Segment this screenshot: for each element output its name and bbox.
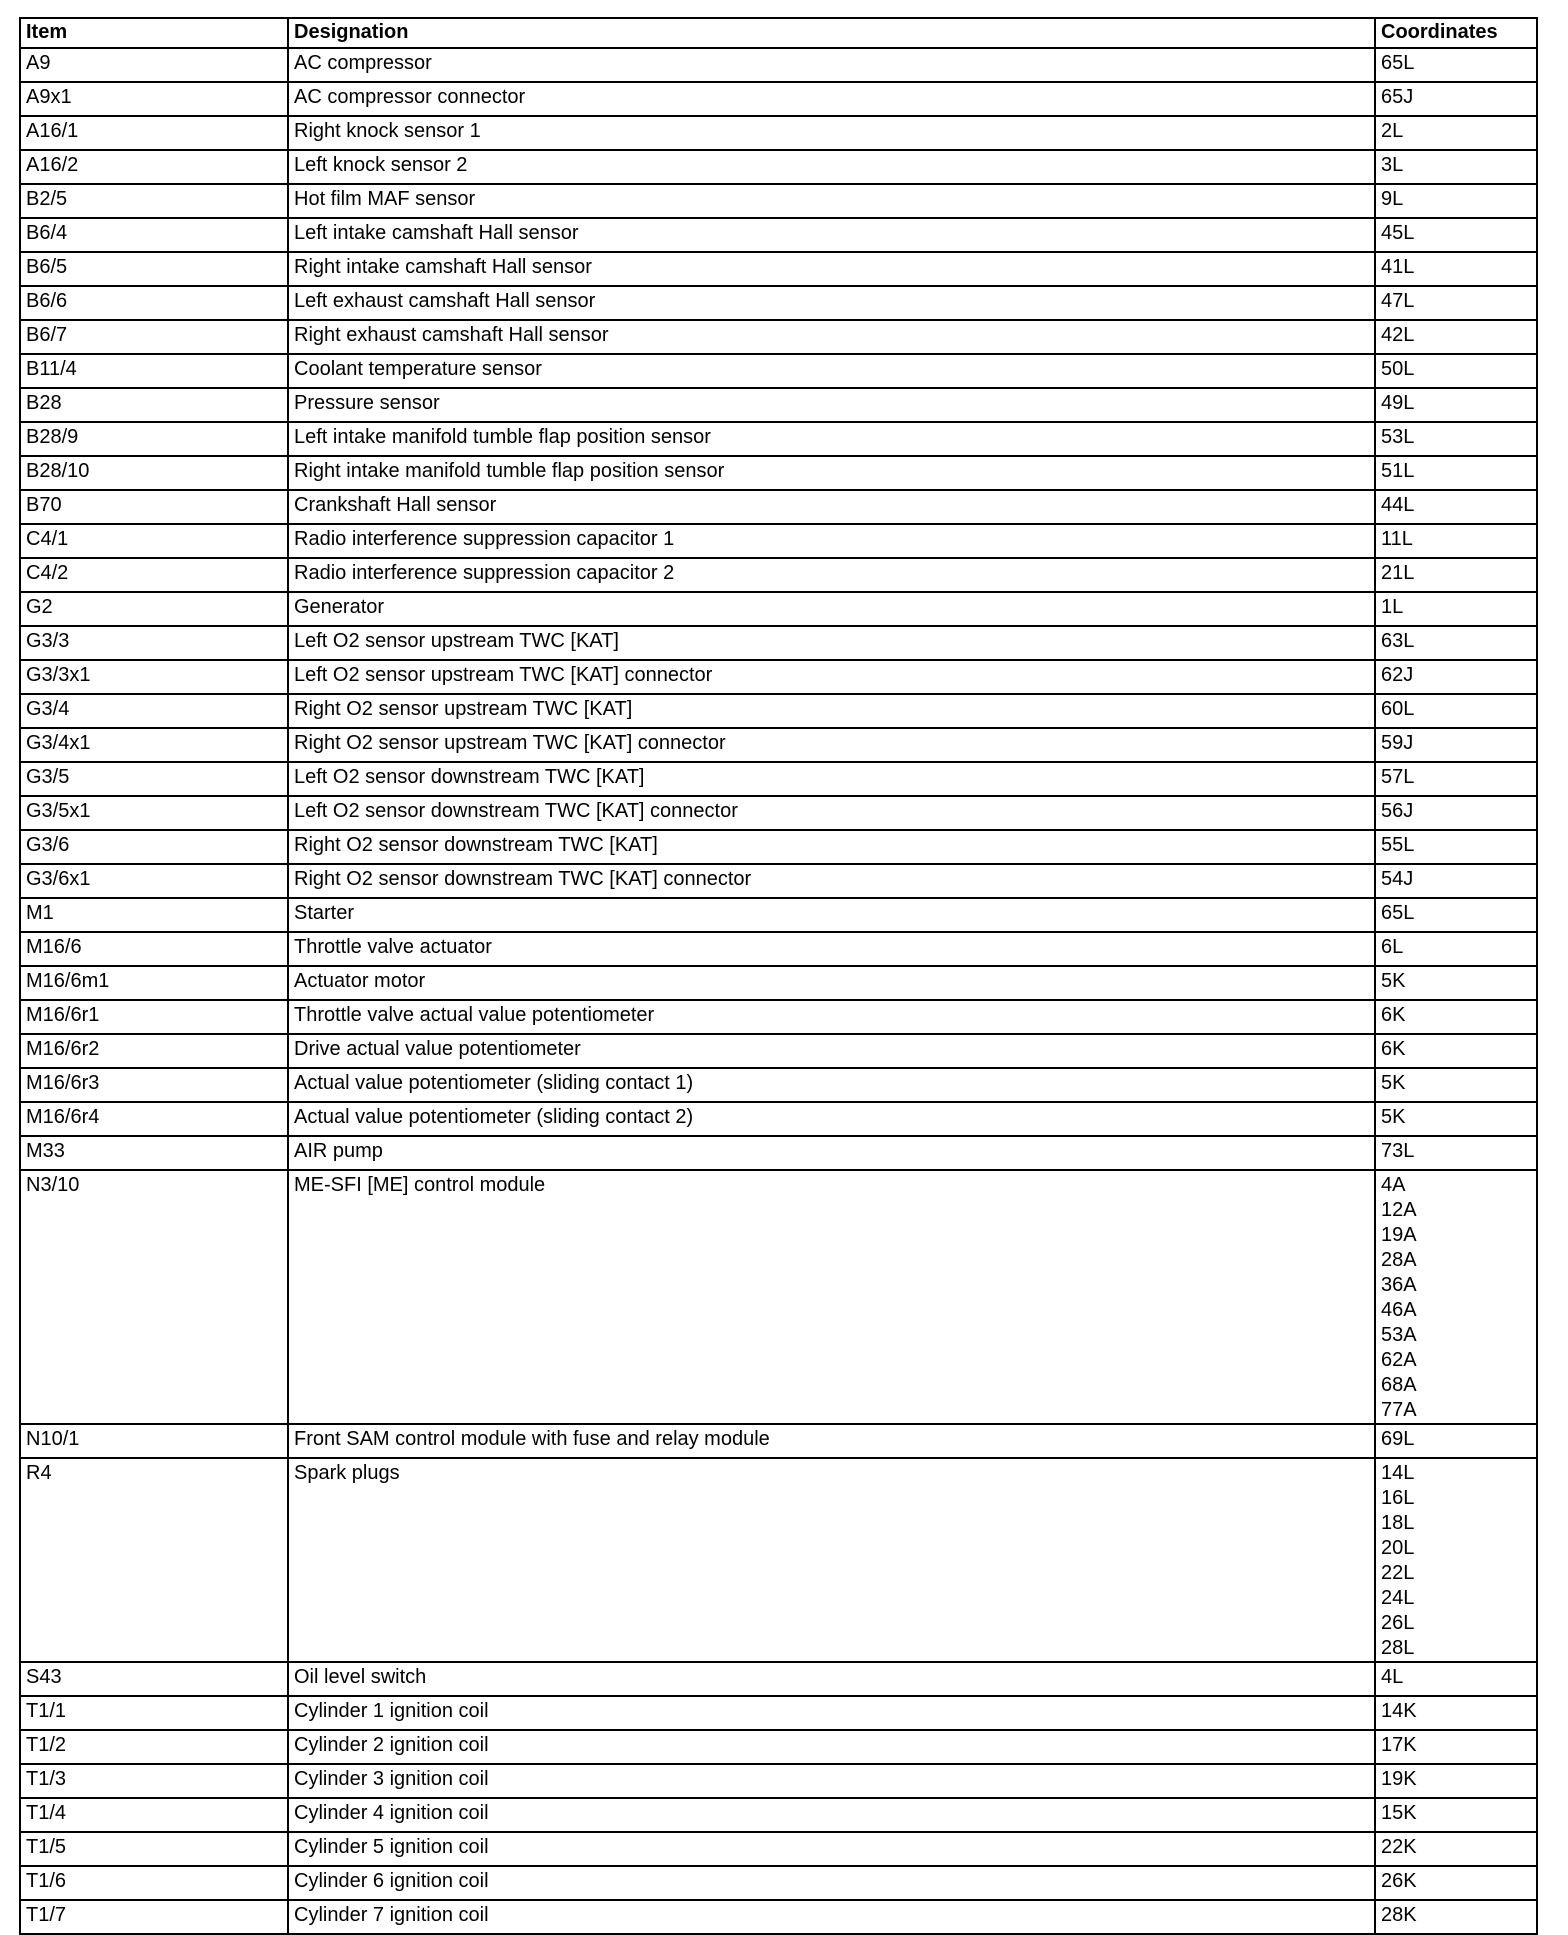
designation-cell: Oil level switch — [288, 1662, 1375, 1696]
designation-cell: Left O2 sensor upstream TWC [KAT] connector — [288, 660, 1375, 694]
table-row — [20, 932, 1537, 966]
coordinates-cell — [1375, 932, 1537, 966]
coordinates-cell — [1375, 422, 1537, 456]
designation-cell: Left exhaust camshaft Hall sensor — [288, 286, 1375, 320]
designation-cell: Left knock sensor 2 — [288, 150, 1375, 184]
coordinates-cell — [1375, 1764, 1537, 1798]
designation-cell: AIR pump — [288, 1136, 1375, 1170]
designation-cell: Generator — [288, 592, 1375, 626]
item-cell: B28 — [20, 388, 288, 422]
coordinates-cell — [1375, 184, 1537, 218]
table-row — [20, 1696, 1537, 1730]
item-cell: M16/6r4 — [20, 1102, 288, 1136]
coordinates-cell — [1375, 1458, 1537, 1662]
table-row — [20, 1662, 1537, 1696]
coordinates-cell — [1375, 1798, 1537, 1832]
coordinate-value: 15K — [1381, 1802, 1417, 1824]
item-cell: C4/1 — [20, 524, 288, 558]
coordinates-cell — [1375, 1102, 1537, 1136]
designation-cell: Cylinder 6 ignition coil — [288, 1866, 1375, 1900]
coordinates-cell — [1375, 354, 1537, 388]
coordinate-value: 26L — [1381, 1612, 1415, 1634]
coordinates-cell — [1375, 966, 1537, 1000]
item-cell: G3/3x1 — [20, 660, 288, 694]
item-cell: G3/4 — [20, 694, 288, 728]
coordinates-cell — [1375, 694, 1537, 728]
table-row — [20, 1000, 1537, 1034]
coordinates-cell — [1375, 762, 1537, 796]
coordinate-value: 55L — [1381, 834, 1415, 856]
coordinate-value: 51L — [1381, 460, 1415, 482]
coordinates-cell — [1375, 1696, 1537, 1730]
item-cell: A9x1 — [20, 82, 288, 116]
coordinates-cell — [1375, 82, 1537, 116]
item-cell: T1/4 — [20, 1798, 288, 1832]
table-row — [20, 524, 1537, 558]
table-row — [20, 1102, 1537, 1136]
coordinates-cell — [1375, 1662, 1537, 1696]
item-cell: T1/5 — [20, 1832, 288, 1866]
coordinate-value: 45L — [1381, 222, 1415, 244]
designation-cell: Right O2 sensor upstream TWC [KAT] — [288, 694, 1375, 728]
coordinates-cell — [1375, 796, 1537, 830]
coordinates-cell — [1375, 218, 1537, 252]
designation-cell: Pressure sensor — [288, 388, 1375, 422]
item-cell: T1/6 — [20, 1866, 288, 1900]
coordinates-cell — [1375, 830, 1537, 864]
item-cell: B2/5 — [20, 184, 288, 218]
coordinate-value: 53A — [1381, 1324, 1417, 1346]
item-cell: T1/7 — [20, 1900, 288, 1934]
coordinate-value: 26K — [1381, 1870, 1417, 1892]
table-row — [20, 82, 1537, 116]
item-cell: B6/7 — [20, 320, 288, 354]
item-cell: G3/6x1 — [20, 864, 288, 898]
designation-cell: Cylinder 5 ignition coil — [288, 1832, 1375, 1866]
item-cell: A16/1 — [20, 116, 288, 150]
coordinates-cell — [1375, 524, 1537, 558]
table-row — [20, 864, 1537, 898]
coordinate-value: 18L — [1381, 1512, 1415, 1534]
coordinate-value: 41L — [1381, 256, 1415, 278]
table-row — [20, 762, 1537, 796]
table-row — [20, 1034, 1537, 1068]
coordinate-value: 24L — [1381, 1587, 1415, 1609]
coordinates-cell — [1375, 1866, 1537, 1900]
designation-cell: Crankshaft Hall sensor — [288, 490, 1375, 524]
coordinate-value: 46A — [1381, 1299, 1417, 1321]
designation-cell: Throttle valve actual value potentiometer — [288, 1000, 1375, 1034]
table-row — [20, 1424, 1537, 1458]
coordinate-value: 12A — [1381, 1199, 1417, 1221]
header-item: Item — [20, 18, 288, 48]
item-cell: T1/3 — [20, 1764, 288, 1798]
header-row — [20, 18, 1537, 48]
coordinate-value: 2L — [1381, 120, 1404, 142]
table-row — [20, 354, 1537, 388]
coordinate-value: 4L — [1381, 1666, 1404, 1688]
coordinate-value: 28K — [1381, 1904, 1417, 1926]
coordinate-value: 68A — [1381, 1374, 1417, 1396]
item-cell: R4 — [20, 1458, 288, 1662]
coordinates-cell — [1375, 728, 1537, 762]
item-cell: T1/2 — [20, 1730, 288, 1764]
designation-cell: Actuator motor — [288, 966, 1375, 1000]
component-legend-table — [19, 17, 1538, 1935]
table-row — [20, 1832, 1537, 1866]
item-cell: M33 — [20, 1136, 288, 1170]
coordinates-cell — [1375, 150, 1537, 184]
coordinate-value: 60L — [1381, 698, 1415, 720]
item-cell: G3/3 — [20, 626, 288, 660]
designation-cell: Actual value potentiometer (sliding contact 2) — [288, 1102, 1375, 1136]
designation-cell: Right O2 sensor upstream TWC [KAT] connector — [288, 728, 1375, 762]
table-row — [20, 1798, 1537, 1832]
designation-cell: Right O2 sensor downstream TWC [KAT] connector — [288, 864, 1375, 898]
coordinates-cell — [1375, 320, 1537, 354]
item-cell: M16/6r2 — [20, 1034, 288, 1068]
table-row — [20, 898, 1537, 932]
designation-cell: Radio interference suppression capacitor 1 — [288, 524, 1375, 558]
designation-cell: Left O2 sensor downstream TWC [KAT] — [288, 762, 1375, 796]
coordinate-value: 3L — [1381, 154, 1404, 176]
coordinates-cell — [1375, 286, 1537, 320]
table-row — [20, 320, 1537, 354]
designation-cell: Starter — [288, 898, 1375, 932]
coordinate-value: 14L — [1381, 1462, 1415, 1484]
coordinate-value: 56J — [1381, 800, 1414, 822]
table-row — [20, 1170, 1537, 1424]
coordinates-cell — [1375, 1136, 1537, 1170]
coordinate-value: 6K — [1381, 1004, 1406, 1026]
table-row — [20, 660, 1537, 694]
coordinate-value: 6L — [1381, 936, 1404, 958]
item-cell: B6/4 — [20, 218, 288, 252]
coordinates-cell — [1375, 456, 1537, 490]
designation-cell: AC compressor connector — [288, 82, 1375, 116]
coordinate-value: 1L — [1381, 596, 1404, 618]
item-cell: T1/1 — [20, 1696, 288, 1730]
coordinate-value: 53L — [1381, 426, 1415, 448]
coordinate-value: 5K — [1381, 1072, 1406, 1094]
table-row — [20, 728, 1537, 762]
table-row — [20, 116, 1537, 150]
item-cell: G3/5 — [20, 762, 288, 796]
item-cell: N10/1 — [20, 1424, 288, 1458]
coordinate-value: 5K — [1381, 970, 1406, 992]
designation-cell: Right knock sensor 1 — [288, 116, 1375, 150]
item-cell: B6/5 — [20, 252, 288, 286]
coordinate-value: 22L — [1381, 1562, 1415, 1584]
table-row — [20, 1458, 1537, 1662]
coordinate-value: 16L — [1381, 1487, 1415, 1509]
designation-cell: Radio interference suppression capacitor 2 — [288, 558, 1375, 592]
designation-cell: Coolant temperature sensor — [288, 354, 1375, 388]
coordinate-value: 20L — [1381, 1537, 1415, 1559]
table-row — [20, 286, 1537, 320]
table-row — [20, 558, 1537, 592]
table-row — [20, 1764, 1537, 1798]
coordinate-value: 28L — [1381, 1637, 1415, 1659]
coordinates-cell — [1375, 1034, 1537, 1068]
designation-cell: Cylinder 4 ignition coil — [288, 1798, 1375, 1832]
coordinates-cell — [1375, 1170, 1537, 1424]
table-row — [20, 1136, 1537, 1170]
coordinate-value: 62J — [1381, 664, 1414, 686]
coordinates-cell — [1375, 48, 1537, 82]
coordinate-value: 5K — [1381, 1106, 1406, 1128]
item-cell: G2 — [20, 592, 288, 626]
coordinate-value: 59J — [1381, 732, 1414, 754]
coordinate-value: 6K — [1381, 1038, 1406, 1060]
coordinates-cell — [1375, 388, 1537, 422]
designation-cell: Hot film MAF sensor — [288, 184, 1375, 218]
designation-cell: Right exhaust camshaft Hall sensor — [288, 320, 1375, 354]
coordinates-cell — [1375, 252, 1537, 286]
coordinate-value: 22K — [1381, 1836, 1417, 1858]
coordinates-cell — [1375, 898, 1537, 932]
designation-cell: Right intake camshaft Hall sensor — [288, 252, 1375, 286]
coordinate-value: 11L — [1381, 528, 1413, 550]
item-cell: M16/6r1 — [20, 1000, 288, 1034]
designation-cell: Drive actual value potentiometer — [288, 1034, 1375, 1068]
table-row — [20, 218, 1537, 252]
table-row — [20, 626, 1537, 660]
item-cell: A16/2 — [20, 150, 288, 184]
designation-cell: Spark plugs — [288, 1458, 1375, 1662]
designation-cell: Left intake camshaft Hall sensor — [288, 218, 1375, 252]
item-cell: S43 — [20, 1662, 288, 1696]
designation-cell: Front SAM control module with fuse and relay module — [288, 1424, 1375, 1458]
table-row — [20, 48, 1537, 82]
table-row — [20, 694, 1537, 728]
coordinate-value: 19K — [1381, 1768, 1417, 1790]
coordinate-value: 49L — [1381, 392, 1415, 414]
coordinate-value: 50L — [1381, 358, 1415, 380]
item-cell: G3/4x1 — [20, 728, 288, 762]
coordinate-value: 19A — [1381, 1224, 1417, 1246]
designation-cell: Left O2 sensor upstream TWC [KAT] — [288, 626, 1375, 660]
item-cell: B28/10 — [20, 456, 288, 490]
coordinates-cell — [1375, 1730, 1537, 1764]
designation-cell: Left O2 sensor downstream TWC [KAT] connector — [288, 796, 1375, 830]
designation-cell: Right O2 sensor downstream TWC [KAT] — [288, 830, 1375, 864]
item-cell: M16/6r3 — [20, 1068, 288, 1102]
table-row — [20, 490, 1537, 524]
table-row — [20, 422, 1537, 456]
coordinate-value: 44L — [1381, 494, 1415, 516]
designation-cell: Cylinder 1 ignition coil — [288, 1696, 1375, 1730]
coordinate-value: 21L — [1381, 562, 1415, 584]
item-cell: N3/10 — [20, 1170, 288, 1424]
designation-cell: ME-SFI [ME] control module — [288, 1170, 1375, 1424]
item-cell: B70 — [20, 490, 288, 524]
coordinate-value: 77A — [1381, 1399, 1417, 1421]
coordinate-value: 47L — [1381, 290, 1415, 312]
table-row — [20, 388, 1537, 422]
header-coordinates: Coordinates — [1375, 18, 1537, 48]
coordinates-cell — [1375, 1900, 1537, 1934]
designation-cell: Right intake manifold tumble flap position sensor — [288, 456, 1375, 490]
table-row — [20, 966, 1537, 1000]
designation-cell: Left intake manifold tumble flap position sensor — [288, 422, 1375, 456]
coordinates-cell — [1375, 592, 1537, 626]
header-designation: Designation — [288, 18, 1375, 48]
item-cell: C4/2 — [20, 558, 288, 592]
table-row — [20, 456, 1537, 490]
coordinate-value: 63L — [1381, 630, 1415, 652]
coordinate-value: 73L — [1381, 1140, 1415, 1162]
coordinate-value: 69L — [1381, 1428, 1415, 1450]
designation-cell: Cylinder 2 ignition coil — [288, 1730, 1375, 1764]
item-cell: B6/6 — [20, 286, 288, 320]
table-row — [20, 252, 1537, 286]
designation-cell: Actual value potentiometer (sliding contact 1) — [288, 1068, 1375, 1102]
coordinate-value: 57L — [1381, 766, 1415, 788]
item-cell: G3/5x1 — [20, 796, 288, 830]
table-row — [20, 830, 1537, 864]
item-cell: G3/6 — [20, 830, 288, 864]
coordinate-value: 17K — [1381, 1734, 1417, 1756]
table-row — [20, 184, 1537, 218]
coordinate-value: 4A — [1381, 1174, 1406, 1196]
coordinate-value: 28A — [1381, 1249, 1417, 1271]
coordinates-cell — [1375, 116, 1537, 150]
table-row — [20, 1866, 1537, 1900]
item-cell: B28/9 — [20, 422, 288, 456]
designation-cell: Throttle valve actuator — [288, 932, 1375, 966]
table-row — [20, 1900, 1537, 1934]
coordinate-value: 65L — [1381, 52, 1415, 74]
coordinates-cell — [1375, 626, 1537, 660]
coordinate-value: 65L — [1381, 902, 1415, 924]
table-row — [20, 1068, 1537, 1102]
table-body — [20, 48, 1537, 1934]
table-row — [20, 592, 1537, 626]
coordinate-value: 65J — [1381, 86, 1414, 108]
coordinates-cell — [1375, 864, 1537, 898]
coordinates-cell — [1375, 1424, 1537, 1458]
coordinate-value: 62A — [1381, 1349, 1417, 1371]
item-cell: M16/6 — [20, 932, 288, 966]
designation-cell: Cylinder 3 ignition coil — [288, 1764, 1375, 1798]
coordinates-cell — [1375, 1832, 1537, 1866]
table-row — [20, 1730, 1537, 1764]
designation-cell: Cylinder 7 ignition coil — [288, 1900, 1375, 1934]
coordinate-value: 54J — [1381, 868, 1414, 890]
item-cell: M1 — [20, 898, 288, 932]
item-cell: M16/6m1 — [20, 966, 288, 1000]
item-cell: A9 — [20, 48, 288, 82]
table-row — [20, 796, 1537, 830]
coordinates-cell — [1375, 660, 1537, 694]
coordinate-value: 14K — [1381, 1700, 1417, 1722]
coordinate-value: 42L — [1381, 324, 1415, 346]
table-header — [20, 18, 1537, 48]
coordinate-value: 36A — [1381, 1274, 1417, 1296]
coordinate-value: 9L — [1381, 188, 1404, 210]
coordinates-cell — [1375, 1000, 1537, 1034]
coordinates-cell — [1375, 1068, 1537, 1102]
coordinates-cell — [1375, 558, 1537, 592]
item-cell: B11/4 — [20, 354, 288, 388]
table-row — [20, 150, 1537, 184]
coordinates-cell — [1375, 490, 1537, 524]
designation-cell: AC compressor — [288, 48, 1375, 82]
